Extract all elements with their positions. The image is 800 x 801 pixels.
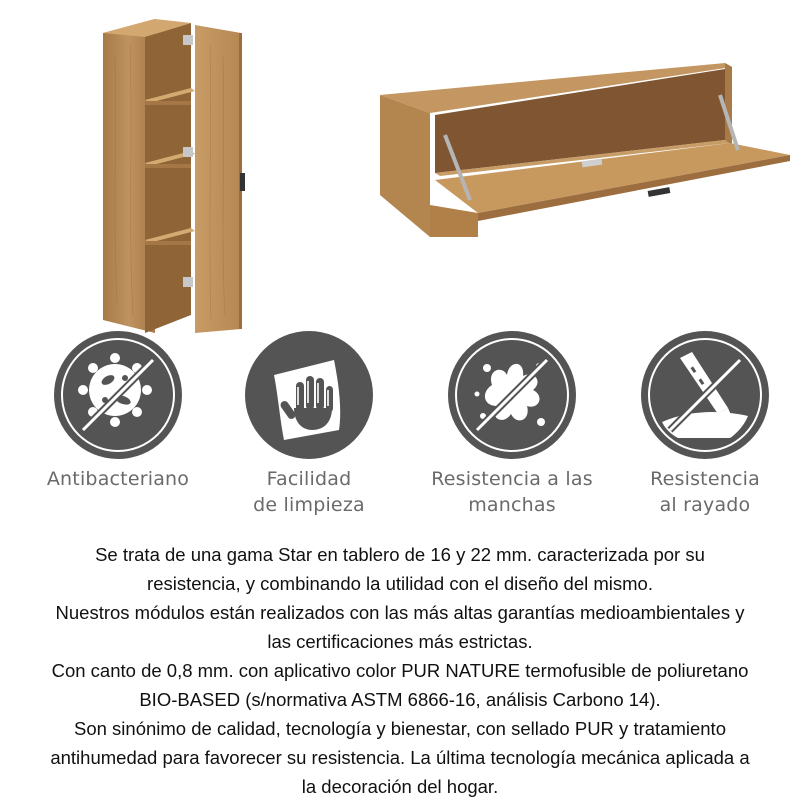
description-line: la decoración del hogar. (301, 776, 499, 797)
description-line: resistencia, y combinando la utilidad con el diseño del mismo. (147, 573, 653, 594)
tall-cabinet-image (95, 15, 255, 335)
feature-label-line: de limpieza (253, 494, 365, 516)
description-line: Son sinónimo de calidad, tecnología y bienestar, con sellado PUR y tratamiento (74, 718, 726, 739)
feature-label-line: Resistencia a las (431, 468, 593, 490)
easy-cleaning-icon (244, 330, 374, 460)
product-description (0, 540, 800, 801)
description-line: las certificaciones más estrictas. (267, 631, 533, 652)
description-line: BIO-BASED (s/normativa ASTM 6866-16, análisis Carbono 14). (139, 689, 661, 710)
feature-label-line: Facilidad (266, 468, 352, 490)
feature-label-line: al rayado (659, 494, 751, 516)
feature-stain-resistance (412, 330, 612, 518)
feature-label-line: manchas (468, 494, 556, 516)
feature-label-line: Antibacteriano (46, 468, 190, 490)
features-row (0, 330, 800, 530)
scratch-resistance-icon (640, 330, 770, 460)
feature-label-line: Resistencia (650, 468, 760, 490)
stain-resistance-icon (447, 330, 577, 460)
antibacterial-icon (53, 330, 183, 460)
feature-scratch-resistance (605, 330, 800, 518)
feature-antibacterial (18, 330, 218, 492)
wall-cabinet-image (370, 55, 795, 240)
description-line: Con canto de 0,8 mm. con aplicativo color PUR NATURE termofusible de poliuretano (51, 660, 749, 681)
description-line: antihumedad para favorecer su resistencia. La última tecnología mecánica aplicada a (50, 747, 750, 768)
description-line: Se trata de una gama Star en tablero de 16 y 22 mm. caracterizada por su (95, 544, 705, 565)
description-line: Nuestros módulos están realizados con las más altas garantías medioambientales y (55, 602, 745, 623)
feature-easy-cleaning (209, 330, 409, 518)
